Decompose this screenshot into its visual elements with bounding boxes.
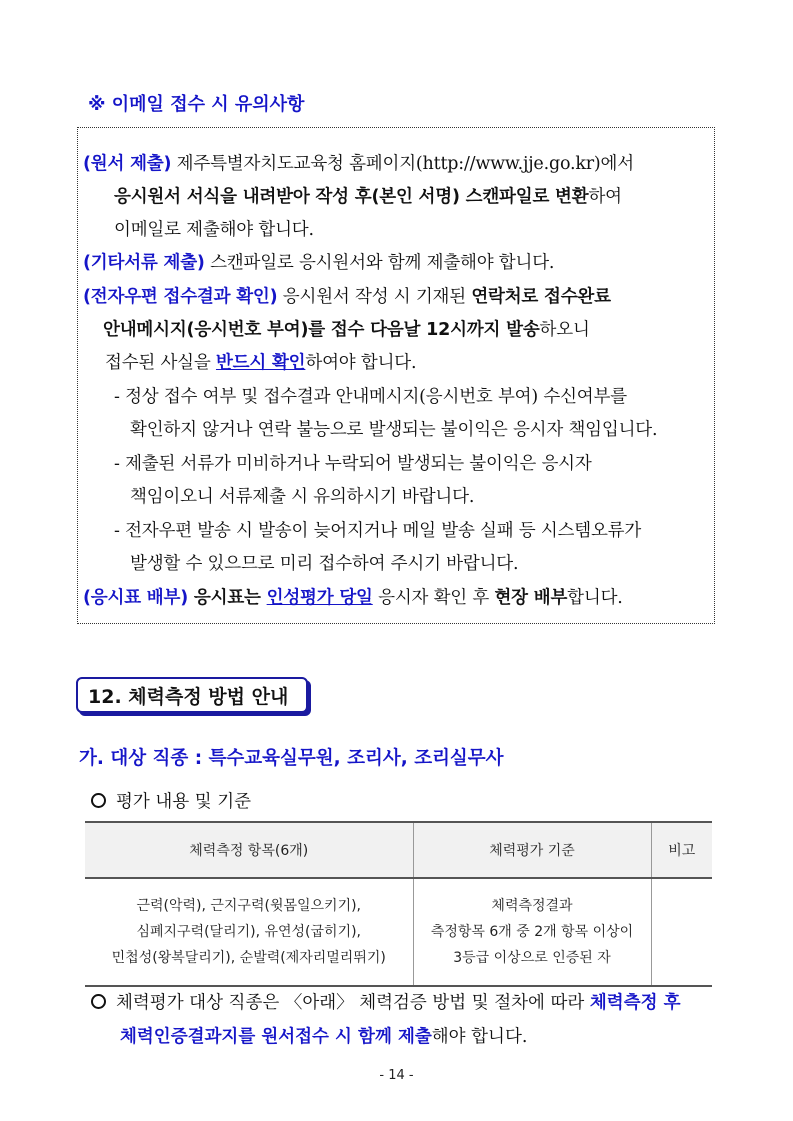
dash-3b: 발생할 수 있으므로 미리 접수하여 주시기 바랍니다. xyxy=(130,554,519,574)
notice-title: ※ 이메일 접수 시 유의사항 xyxy=(88,94,305,115)
dash-2b: 책임이오니 서류제출 시 유의하시기 바랍니다. xyxy=(130,487,475,507)
circle-bullet-icon xyxy=(91,793,106,808)
other-text: 스캔파일로 응시원서와 함께 제출해야 합니다. xyxy=(204,253,555,273)
ticket-bold: 응시표는 xyxy=(188,588,267,608)
post-tail: 하오니 xyxy=(539,320,590,340)
submit-tail: 하여 xyxy=(588,187,622,207)
must-check-link: 반드시 확인 xyxy=(215,353,306,373)
header-note: 비고 xyxy=(651,822,712,878)
item-line: 심폐지구력(달리기), 유연성(굽히기), xyxy=(136,924,362,940)
criteria-line: 측정항목 6개 중 2개 항목 이상이 xyxy=(430,924,634,940)
post-line-2 xyxy=(103,316,590,341)
section-title: 12. 체력측정 방법 안내 xyxy=(88,686,289,708)
ticket-bold-2: 현장 배부 xyxy=(494,588,568,608)
page-number: - 14 - xyxy=(379,1068,414,1083)
bullet-submit-line-2 xyxy=(120,1023,527,1048)
post-text: 응시원서 작성 시 기재된 xyxy=(277,287,472,307)
criteria-line: 체력측정결과 xyxy=(491,898,573,914)
dash-3a: - 전자우편 발송 시 발송이 늦어지거나 메일 발송 실패 등 시스템오류가 xyxy=(114,521,642,541)
table-header-row xyxy=(85,822,712,878)
post-bold-1: 연락처로 접수완료 xyxy=(471,287,611,307)
dash-1a: - 정상 접수 여부 및 접수결과 안내메시지(응시번호 부여) 수신여부를 xyxy=(114,387,627,407)
table-row xyxy=(85,878,712,986)
bullet-submit-text: 체력평가 대상 직종은 〈아래〉 체력검증 방법 및 절차에 따라 xyxy=(116,993,590,1013)
criteria-line: 3등급 이상으로 인증된 자 xyxy=(453,950,611,966)
submit-label: (원서 제출) xyxy=(83,154,172,174)
sub-heading: 가. 대상 직종 : 특수교육실무원, 조리사, 조리실무사 xyxy=(79,748,504,769)
cell-note xyxy=(651,878,712,986)
bullet-evaluation-text: 평가 내용 및 기준 xyxy=(116,792,252,812)
notice-box xyxy=(77,127,715,624)
ticket-underline: 인성평가 당일 xyxy=(266,588,373,608)
post-line-3-b: 하여야 합니다. xyxy=(305,353,417,373)
cell-items xyxy=(85,878,413,986)
cell-criteria xyxy=(413,878,651,986)
other-line xyxy=(83,249,554,274)
item-line: 근력(악력), 근지구력(윗몸일으키기), xyxy=(136,898,362,914)
ticket-line xyxy=(83,584,623,609)
submit-bold: 응시원서 서식을 내려받아 작성 후(본인 서명) 스캔파일로 변환 xyxy=(114,187,589,207)
dash-2a: - 제출된 서류가 미비하거나 누락되어 발생되는 불이익은 응시자 xyxy=(114,454,592,474)
post-label: (전자우편 접수결과 확인) xyxy=(83,287,278,307)
submit-line-1 xyxy=(83,150,634,175)
post-bold-2: 안내메시지(응시번호 부여)를 접수 다음날 12시까지 발송 xyxy=(103,320,540,340)
header-criteria: 체력평가 기준 xyxy=(413,822,651,878)
ticket-tail: 합니다. xyxy=(567,588,623,608)
post-line-3-a: 접수된 사실을 xyxy=(105,353,216,373)
submit-line-3: 이메일로 제출해야 합니다. xyxy=(114,220,314,240)
submit-text: 제주특별자치도교육청 홈페이지(http://www.jje.go.kr)에서 xyxy=(171,154,634,174)
criteria-table xyxy=(85,821,712,987)
post-line-1 xyxy=(83,283,611,308)
bullet-submit-tail: 해야 합니다. xyxy=(431,1027,528,1047)
ticket-text: 응시자 확인 후 xyxy=(372,588,495,608)
circle-bullet-icon xyxy=(91,994,106,1009)
bullet-submit xyxy=(91,989,681,1014)
post-line-3 xyxy=(105,349,416,374)
bullet-submit-bold-2: 체력인증결과지를 원서접수 시 함께 제출 xyxy=(120,1027,432,1047)
bullet-submit-bold-1: 체력측정 후 xyxy=(589,993,681,1013)
ticket-label: (응시표 배부) xyxy=(83,588,189,608)
header-items: 체력측정 항목(6개) xyxy=(85,822,413,878)
item-line: 민첩성(왕복달리기), 순발력(제자리멀리뛰기) xyxy=(111,950,386,966)
dash-1b: 확인하지 않거나 연락 불능으로 발생되는 불이익은 응시자 책임입니다. xyxy=(130,420,658,440)
submit-line-2 xyxy=(114,183,622,208)
bullet-evaluation xyxy=(91,788,251,813)
other-label: (기타서류 제출) xyxy=(83,253,205,273)
